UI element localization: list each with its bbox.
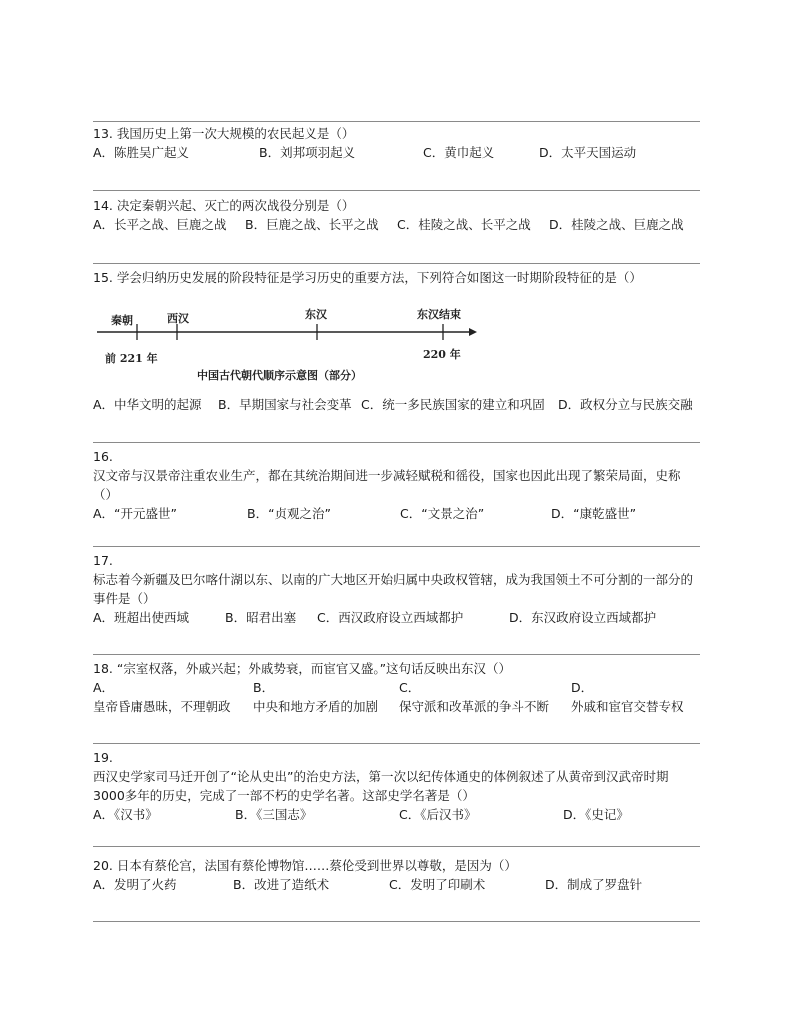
option-d[interactable]: D．《史记》 — [563, 807, 629, 822]
option-d[interactable]: D．东汉政府设立西域都护 — [509, 610, 657, 625]
timeline-label: 220 年 — [423, 348, 461, 361]
timeline-label: 东汉结束 — [417, 308, 461, 321]
question-15-options — [93, 395, 703, 414]
option-b[interactable]: B．昭君出塞 — [225, 610, 297, 625]
question-15 — [93, 268, 703, 287]
option-b[interactable]: B．《三国志》 — [235, 807, 313, 822]
question-19 — [93, 748, 703, 824]
option-a[interactable]: A．《汉书》 — [93, 807, 158, 822]
option-letter-c: C． — [399, 680, 421, 695]
timeline-arrow — [469, 328, 477, 336]
option-d[interactable]: 外戚和宦官交替专权 — [571, 699, 684, 714]
option-c[interactable]: C．统一多民族国家的建立和巩固 — [361, 397, 545, 412]
divider — [93, 190, 700, 191]
question-stem: 20. 日本有蔡伦宫，法国有蔡伦博物馆……蔡伦受到世界以尊敬，是因为（） — [93, 858, 517, 873]
option-d[interactable]: D．政权分立与民族交融 — [558, 397, 693, 412]
option-b[interactable]: B．巨鹿之战、长平之战 — [245, 217, 379, 232]
divider — [93, 121, 700, 122]
option-a[interactable]: A．长平之战、巨鹿之战 — [93, 217, 227, 232]
question-stem: 汉文帝与汉景帝注重农业生产，都在其统治期间进一步减轻赋税和徭役，国家也因此出现了繁荣局面，史称（） — [93, 468, 681, 502]
option-a[interactable]: A．“开元盛世” — [93, 506, 178, 521]
question-number: 17. — [93, 553, 113, 568]
divider — [93, 263, 700, 264]
timeline-label: 东汉 — [305, 308, 327, 321]
question-stem: 标志着今新疆及巴尔喀什湖以东、以南的广大地区开始归属中央政权管辖，成为我国领土不可分割的一部分的事件是（） — [93, 572, 694, 606]
option-d[interactable]: D．太平天国运动 — [539, 145, 637, 160]
option-c[interactable]: C．桂陵之战、长平之战 — [397, 217, 531, 232]
question-20 — [93, 856, 703, 894]
question-number: 16. — [93, 449, 113, 464]
option-a[interactable]: 皇帝昏庸愚昧，不理朝政 — [93, 699, 231, 714]
option-b[interactable]: B．早期国家与社会变革 — [218, 397, 352, 412]
question-stem: 18. “宗室权落，外戚兴起；外戚势衰，而宦官又盛。”这句话反映出东汉（） — [93, 661, 512, 676]
option-b[interactable]: 中央和地方矛盾的加剧 — [253, 699, 379, 714]
option-a[interactable]: A．发明了火药 — [93, 877, 177, 892]
option-a[interactable]: A．中华文明的起源 — [93, 397, 202, 412]
option-c[interactable]: 保守派和改革派的争斗不断 — [399, 699, 550, 714]
divider — [93, 442, 700, 443]
option-letter-a: A． — [93, 680, 115, 695]
option-c[interactable]: C．“文景之治” — [400, 506, 485, 521]
question-stem: 13. 我国历史上第一次大规模的农民起义是（） — [93, 126, 355, 141]
divider — [93, 654, 700, 655]
question-17 — [93, 551, 703, 627]
timeline-label: 秦朝 — [111, 314, 133, 327]
option-b[interactable]: B．刘邦项羽起义 — [259, 145, 356, 160]
option-d[interactable]: D．“康乾盛世” — [551, 506, 637, 521]
option-c[interactable]: C．《后汉书》 — [399, 807, 477, 822]
divider — [93, 846, 700, 847]
timeline-label: 前 221 年 — [105, 352, 158, 365]
question-13 — [93, 124, 703, 162]
question-number: 19. — [93, 750, 113, 765]
divider — [93, 546, 700, 547]
option-a[interactable]: A．班超出使西域 — [93, 610, 190, 625]
option-d[interactable]: D．制成了罗盘针 — [545, 877, 643, 892]
timeline-label: 西汉 — [167, 312, 189, 325]
question-stem: 15. 学会归纳历史发展的阶段特征是学习历史的重要方法，下列符合如图这一时期阶段特征的是（） — [93, 270, 642, 285]
option-c[interactable]: C．黄巾起义 — [423, 145, 495, 160]
question-18 — [93, 659, 703, 716]
question-stem: 14. 决定秦朝兴起、灭亡的两次战役分别是（） — [93, 198, 355, 213]
dynasty-timeline — [93, 300, 493, 386]
option-b[interactable]: B．改进了造纸术 — [233, 877, 330, 892]
option-a[interactable]: A．陈胜吴广起义 — [93, 145, 190, 160]
option-c[interactable]: C．发明了印刷术 — [389, 877, 486, 892]
question-14 — [93, 196, 703, 234]
option-c[interactable]: C．西汉政府设立西域都护 — [317, 610, 464, 625]
option-b[interactable]: B．“贞观之治” — [247, 506, 332, 521]
option-d[interactable]: D．桂陵之战、巨鹿之战 — [549, 217, 684, 232]
option-letter-b: B． — [253, 680, 275, 695]
question-16 — [93, 447, 703, 523]
timeline-caption: 中国古代朝代顺序示意图（部分） — [197, 369, 362, 382]
option-letter-d: D． — [571, 680, 594, 695]
divider — [93, 743, 700, 744]
divider — [93, 921, 700, 922]
question-stem: 西汉史学家司马迁开创了“论从史出”的治史方法，第一次以纪传体通史的体例叙述了从黄帝到汉武帝时期3000多年的历史，完成了一部不朽的史学名著。这部史学名著是（） — [93, 769, 669, 803]
